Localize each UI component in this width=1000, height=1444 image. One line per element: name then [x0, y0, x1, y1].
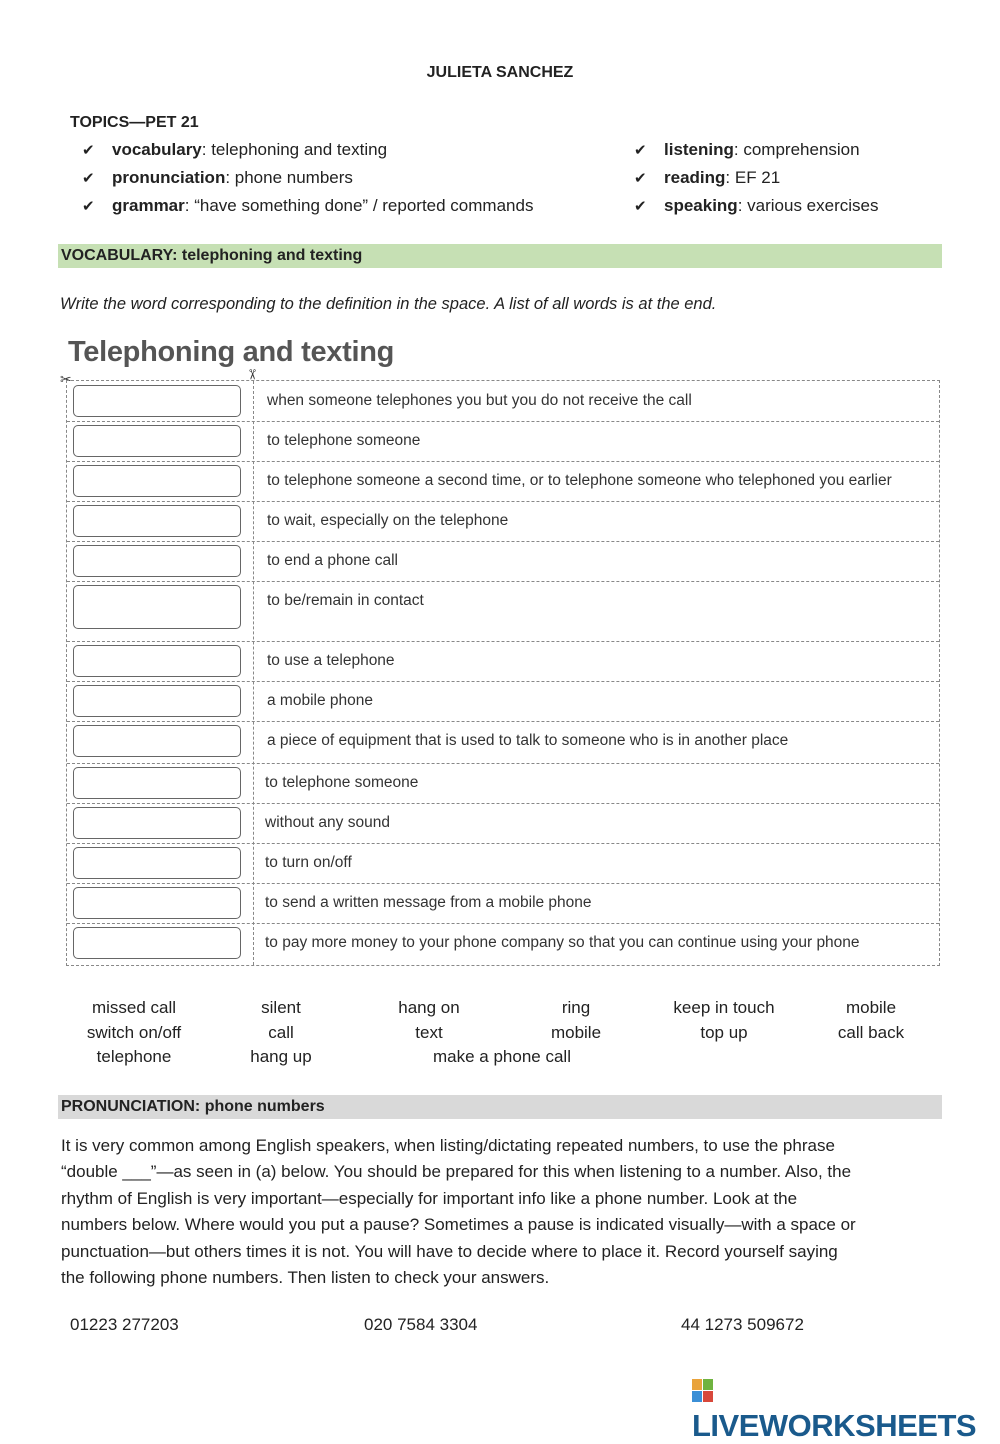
answer-input[interactable]: [73, 385, 241, 417]
check-icon: ✔: [634, 170, 647, 187]
definition-text: a piece of equipment that is used to talk to someone who is in another place: [267, 732, 789, 749]
liveworksheets-logo: LIVEWORKSHEETS: [692, 1372, 1000, 1444]
definition-text: to telephone someone: [267, 432, 421, 449]
topics-title: TOPICS—PET 21: [70, 114, 199, 131]
check-icon: ✔: [82, 198, 95, 215]
answer-input[interactable]: [73, 887, 241, 919]
check-icon: ✔: [82, 142, 95, 159]
answer-input[interactable]: [73, 425, 241, 457]
topic-grammar: ✔ grammar: “have something done” / reported commands: [82, 196, 534, 215]
check-icon: ✔: [634, 142, 647, 159]
answer-input[interactable]: [73, 685, 241, 717]
answer-input[interactable]: [73, 645, 241, 677]
word-bank-item: ring: [561, 998, 591, 1017]
word-bank-item: mobile: [550, 1023, 602, 1042]
table-row: [67, 541, 939, 582]
phone-number: 01223 277203: [70, 1315, 179, 1334]
table-row: [67, 763, 939, 804]
word-bank-item: text: [415, 1023, 443, 1042]
table-row: [67, 581, 939, 642]
table-row: [67, 923, 939, 963]
table-row: [67, 641, 939, 682]
word-bank-item: call back: [837, 1023, 905, 1042]
topic-reading: ✔ reading: EF 21: [634, 168, 781, 187]
vocabulary-table: [66, 380, 940, 966]
word-bank-item: hang on: [398, 998, 460, 1017]
check-icon: ✔: [82, 170, 95, 187]
word-bank-item: switch on/off: [86, 1023, 182, 1042]
table-row: [67, 421, 939, 462]
answer-input[interactable]: [73, 847, 241, 879]
answer-input[interactable]: [73, 725, 241, 757]
worksheet-title: Telephoning and texting: [68, 336, 395, 368]
definition-text: to turn on/off: [265, 854, 352, 871]
answer-input[interactable]: [73, 807, 241, 839]
topic-speaking: ✔ speaking: various exercises: [634, 196, 879, 215]
answer-input[interactable]: [73, 545, 241, 577]
scissors-icon: ✂: [60, 371, 72, 387]
definition-text: to telephone someone: [265, 774, 419, 791]
check-icon: ✔: [634, 198, 647, 215]
phone-number: 020 7584 3304: [364, 1315, 478, 1334]
table-row: [67, 803, 939, 844]
vocabulary-instruction: Write the word corresponding to the definition in the space. A list of all words is at the end.: [60, 295, 717, 313]
word-bank-item: call: [268, 1023, 294, 1042]
phone-number: 44 1273 509672: [681, 1315, 804, 1334]
word-bank-item: telephone: [96, 1047, 172, 1066]
answer-input[interactable]: [73, 585, 241, 629]
definition-text: a mobile phone: [267, 692, 373, 709]
table-row: [67, 883, 939, 924]
definition-text: to be/remain in contact: [267, 592, 424, 609]
topic-listening: ✔ listening: comprehension: [634, 140, 860, 159]
word-bank-item: make a phone call: [433, 1047, 571, 1066]
answer-input[interactable]: [73, 767, 241, 799]
definition-text: to wait, especially on the telephone: [267, 512, 509, 529]
word-bank-item: keep in touch: [673, 998, 775, 1017]
word-bank-item: missed call: [91, 998, 177, 1017]
table-row: [67, 461, 939, 502]
topic-pronunciation: ✔ pronunciation: phone numbers: [82, 168, 353, 187]
topic-vocabulary: ✔ vocabulary: telephoning and texting: [82, 140, 388, 159]
pronunciation-paragraph: It is very common among English speakers, when listing/dictating repeated numbers, to use the phrase “double ___”—as seen in (a) below. You should be prepared for this when listening to a number. Also, the rhythm of English is very important—especially for important info like a phone number. Look at the numbers below. Where would you put a pause? Sometimes a pause is indicated visually—with a space or punctuation—but others times it is not. You will have to decide where to place it. Record yourself saying the following phone numbers. Then listen to check your answers.: [61, 1136, 856, 1288]
logo-icon: [692, 1379, 714, 1403]
definition-text: without any sound: [265, 814, 390, 831]
definition-text: to pay more money to your phone company so that you can continue using your phone: [265, 934, 860, 951]
author-name: JULIETA SANCHEZ: [426, 64, 574, 81]
definition-text: to telephone someone a second time, or to telephone someone who telephoned you earlier: [267, 472, 892, 489]
table-row: [67, 843, 939, 884]
table-row: [67, 721, 939, 764]
answer-input[interactable]: [73, 465, 241, 497]
table-row: [67, 501, 939, 542]
word-bank-item: hang up: [250, 1047, 312, 1066]
answer-input[interactable]: [73, 927, 241, 959]
pronunciation-heading: PRONUNCIATION: phone numbers: [58, 1095, 942, 1119]
definition-text: to send a written message from a mobile phone: [265, 894, 592, 911]
scissors-icon: ✂: [244, 368, 261, 381]
word-bank-item: top up: [700, 1023, 748, 1042]
vocabulary-heading: VOCABULARY: telephoning and texting: [58, 244, 942, 268]
word-bank-item: silent: [261, 998, 301, 1017]
definition-text: to use a telephone: [267, 652, 395, 669]
table-row: [67, 681, 939, 722]
answer-input[interactable]: [73, 505, 241, 537]
table-row: [67, 381, 939, 422]
definition-text: when someone telephones you but you do not receive the call: [267, 392, 692, 409]
definition-text: to end a phone call: [267, 552, 398, 569]
word-bank-item: mobile: [845, 998, 897, 1017]
